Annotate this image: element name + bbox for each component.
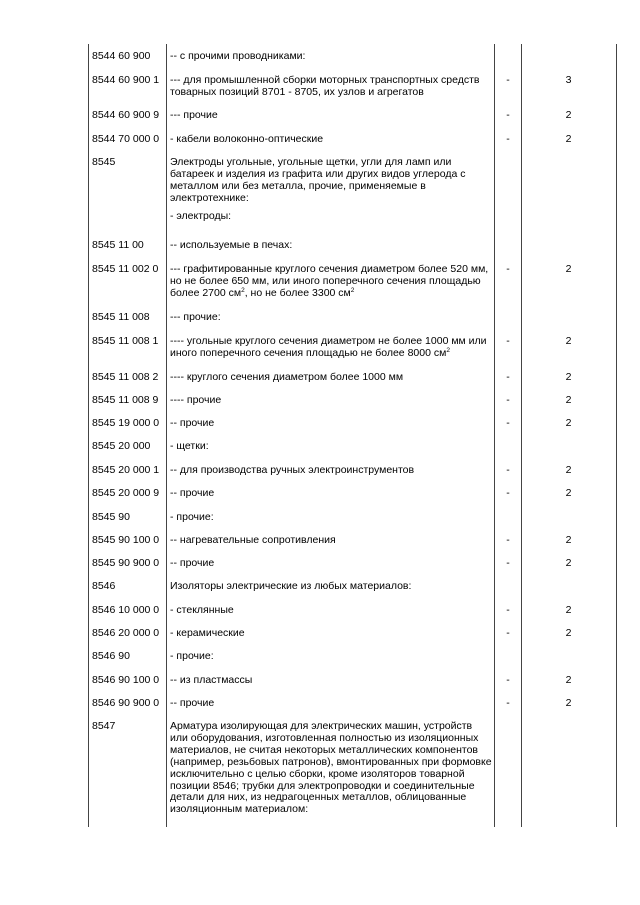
duty-mark: -	[506, 109, 510, 121]
commodity-code: 8545 90	[92, 511, 130, 523]
column-divider	[88, 44, 89, 827]
commodity-description: -- прочие	[170, 697, 215, 709]
rate-value: 2	[565, 417, 572, 429]
rate-value: 2	[565, 133, 572, 145]
commodity-code: 8545 20 000	[92, 440, 151, 452]
duty-mark: -	[506, 394, 510, 406]
rate-value: 2	[565, 604, 572, 616]
duty-mark: -	[506, 417, 510, 429]
duty-mark: -	[506, 627, 510, 639]
commodity-code: 8546	[92, 580, 116, 592]
commodity-code: 8545 11 008 2	[92, 371, 159, 383]
rate-value: 2	[565, 371, 572, 383]
rate-value: 2	[565, 487, 572, 499]
rate-value: 2	[565, 674, 572, 686]
commodity-description: --- прочие:	[170, 311, 221, 323]
commodity-description: -- прочие	[170, 417, 215, 429]
commodity-code: 8545 20 000 1	[92, 464, 160, 476]
duty-mark: -	[506, 335, 510, 347]
commodity-code: 8547	[92, 720, 116, 732]
rate-value: 2	[565, 464, 572, 476]
commodity-description: -- для производства ручных электроинструментов	[170, 464, 415, 476]
duty-mark: -	[506, 697, 510, 709]
commodity-code: 8545 11 00	[92, 239, 144, 251]
duty-mark: -	[506, 534, 510, 546]
commodity-code: 8545 19 000 0	[92, 417, 160, 429]
commodity-code: 8546 90	[92, 650, 130, 662]
rate-value: 2	[565, 394, 572, 406]
commodity-code: 8546 90 900 0	[92, 697, 160, 709]
duty-mark: -	[506, 604, 510, 616]
duty-mark: -	[506, 263, 510, 275]
commodity-code: 8545 11 002 0	[92, 263, 159, 275]
rate-value: 3	[565, 74, 572, 86]
commodity-description: - прочие:	[170, 650, 214, 662]
commodity-description: - стеклянные	[170, 604, 234, 616]
commodity-description: Арматура изолирующая для электрических машин, устройств или оборудования, изготовленная полностью из изоляционных материалов, не считая некоторых металлических компонентов (например, резьбовых патронов), вмонтированных при формовке исключительно с целью сборки, кроме изоляторов товарной позиции 8546; трубки для электропроводки и соединительные детали для них, из недрагоценных металлов, облицованные изоляционным материалом:	[170, 720, 492, 816]
subheading-note: - электроды:	[170, 209, 232, 222]
duty-mark: -	[506, 371, 510, 383]
commodity-description: Электроды угольные, угольные щетки, угли для ламп или батареек и изделия из графита или других видов углерода с металлом или без металла, прочие, применяемые в электротехнике: - электроды:	[170, 157, 492, 223]
rate-value: 2	[565, 534, 572, 546]
commodity-description: --- прочие	[170, 109, 218, 121]
commodity-description: Изоляторы электрические из любых материалов:	[170, 580, 412, 592]
column-divider	[166, 44, 167, 827]
commodity-code: 8545 90 900 0	[92, 557, 160, 569]
column-divider	[616, 44, 617, 827]
commodity-code: 8545 11 008 9	[92, 394, 159, 406]
rate-value: 2	[565, 557, 572, 569]
duty-mark: -	[506, 74, 510, 86]
commodity-description: -- прочие	[170, 487, 215, 499]
commodity-code: 8545 11 008 1	[92, 335, 159, 347]
duty-mark: -	[506, 464, 510, 476]
rate-value: 2	[565, 627, 572, 639]
duty-mark: -	[506, 674, 510, 686]
commodity-description: ---- круглого сечения диаметром более 1000 мм	[170, 371, 404, 383]
commodity-code: 8545 11 008	[92, 311, 150, 323]
rate-value: 2	[565, 697, 572, 709]
duty-mark: -	[506, 487, 510, 499]
commodity-description: - керамические	[170, 627, 245, 639]
commodity-description: -- с прочими проводниками:	[170, 50, 306, 62]
commodity-code: 8545	[92, 156, 116, 168]
rate-value: 2	[565, 335, 572, 347]
commodity-code: 8545 90 100 0	[92, 534, 160, 546]
commodity-code: 8544 60 900 1	[92, 74, 160, 86]
duty-mark: -	[506, 557, 510, 569]
commodity-code: 8544 60 900	[92, 50, 151, 62]
duty-mark: -	[506, 133, 510, 145]
commodity-description: -- из пластмассы	[170, 674, 253, 686]
commodity-description: --- для промышленной сборки моторных транспортных средств товарных позиций 8701 - 8705, их узлов и агрегатов	[170, 74, 480, 98]
commodity-code: 8544 70 000 0	[92, 133, 160, 145]
rate-value: 2	[565, 109, 572, 121]
commodity-description: - щетки:	[170, 440, 209, 452]
commodity-description: ---- угольные круглого сечения диаметром не более 1000 мм или иного поперечного сечения площадью не более 8000 $см^2$	[170, 335, 487, 359]
commodity-code: 8546 10 000 0	[92, 604, 160, 616]
commodity-code: 8546 20 000 0	[92, 627, 160, 639]
rate-value: 2	[565, 263, 572, 275]
commodity-code: 8544 60 900 9	[92, 109, 160, 121]
commodity-description: -- нагревательные сопротивления	[170, 534, 336, 546]
commodity-code: 8546 90 100 0	[92, 674, 160, 686]
commodity-description: -- прочие	[170, 557, 215, 569]
commodity-description: - прочие:	[170, 511, 214, 523]
commodity-description: -- используемые в печах:	[170, 239, 293, 251]
commodity-description: --- графитированные круглого сечения диаметром более 520 мм, но не более 650 мм, или иного поперечного сечения площадью более 2700 $см^2$, но не более 3300 $см^2$	[170, 263, 489, 299]
commodity-description: ---- прочие	[170, 394, 222, 406]
commodity-description: - кабели волоконно-оптические	[170, 133, 324, 145]
commodity-code: 8545 20 000 9	[92, 487, 160, 499]
